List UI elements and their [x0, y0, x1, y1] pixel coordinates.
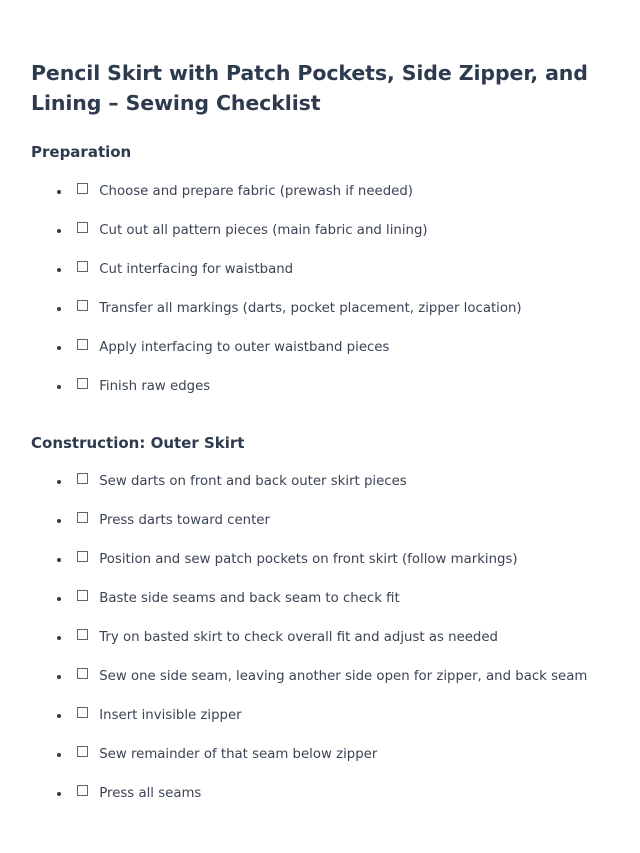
checkbox-icon[interactable]: [77, 183, 88, 194]
checkbox-icon[interactable]: [77, 512, 88, 523]
section-construction-outer-skirt: [31, 396, 610, 803]
list-item[interactable]: [31, 746, 610, 764]
checkbox-icon[interactable]: [77, 300, 88, 311]
bullet-icon: [57, 268, 61, 272]
list-item[interactable]: [31, 183, 610, 201]
list-item-label: Sew one side seam, leaving another side open for zipper, and back seam: [99, 669, 588, 684]
list-item[interactable]: [31, 629, 610, 647]
list-item-label: Position and sew patch pockets on front skirt (follow markings): [99, 552, 518, 567]
section-preparation: [31, 118, 610, 396]
list-item-label: Baste side seams and back seam to check fit: [99, 591, 400, 606]
list-item-label: Press all seams: [99, 786, 202, 801]
checklist-preparation: [31, 162, 610, 396]
page-title: Pencil Skirt with Patch Pockets, Side Zipper, and Lining – Sewing Checklist: [31, 61, 588, 115]
bullet-icon: [57, 190, 61, 194]
bullet-icon: [57, 519, 61, 523]
list-item[interactable]: [31, 785, 610, 803]
bullet-icon: [57, 792, 61, 796]
checkbox-icon[interactable]: [77, 785, 88, 796]
list-item[interactable]: [31, 473, 610, 491]
bullet-icon: [57, 753, 61, 757]
list-item[interactable]: [31, 668, 610, 686]
list-item[interactable]: [31, 261, 610, 279]
list-item-label: Cut interfacing for waistband: [99, 262, 294, 277]
list-item-label: Insert invisible zipper: [99, 708, 242, 723]
bullet-icon: [57, 307, 61, 311]
list-item-label: Cut out all pattern pieces (main fabric and lining): [99, 223, 428, 238]
list-item[interactable]: [31, 707, 610, 725]
bullet-icon: [57, 675, 61, 679]
bullet-icon: [57, 597, 61, 601]
checkbox-icon[interactable]: [77, 746, 88, 757]
checklist-construction-outer-skirt: [31, 453, 610, 803]
list-item-label: Sew remainder of that seam below zipper: [99, 747, 378, 762]
list-item[interactable]: [31, 590, 610, 608]
bullet-icon: [57, 480, 61, 484]
list-item[interactable]: [31, 222, 610, 240]
bullet-icon: [57, 714, 61, 718]
checkbox-icon[interactable]: [77, 668, 88, 679]
list-item[interactable]: [31, 551, 610, 569]
bullet-icon: [57, 558, 61, 562]
list-item-label: Choose and prepare fabric (prewash if needed): [99, 184, 413, 199]
bullet-icon: [57, 346, 61, 350]
bullet-icon: [57, 636, 61, 640]
checkbox-icon[interactable]: [77, 339, 88, 350]
list-item[interactable]: [31, 300, 610, 318]
list-item[interactable]: [31, 512, 610, 530]
list-item-label: Press darts toward center: [99, 513, 270, 528]
checkbox-icon[interactable]: [77, 473, 88, 484]
list-item-label: Try on basted skirt to check overall fit and adjust as needed: [99, 630, 498, 645]
list-item[interactable]: [31, 339, 610, 357]
list-item-label: Finish raw edges: [99, 379, 211, 394]
list-item-label: Sew darts on front and back outer skirt pieces: [99, 474, 407, 489]
list-item-label: Apply interfacing to outer waistband pieces: [99, 340, 390, 355]
checkbox-icon[interactable]: [77, 222, 88, 233]
list-item-label: Transfer all markings (darts, pocket placement, zipper location): [99, 301, 522, 316]
bullet-icon: [57, 385, 61, 389]
checkbox-icon[interactable]: [77, 629, 88, 640]
list-item[interactable]: [31, 378, 610, 396]
checkbox-icon[interactable]: [77, 707, 88, 718]
checkbox-icon[interactable]: [77, 261, 88, 272]
checkbox-icon[interactable]: [77, 551, 88, 562]
checkbox-icon[interactable]: [77, 590, 88, 601]
section-heading-construction-outer-skirt: Construction: Outer Skirt: [31, 434, 245, 452]
section-heading-preparation: Preparation: [31, 143, 132, 161]
checkbox-icon[interactable]: [77, 378, 88, 389]
bullet-icon: [57, 229, 61, 233]
